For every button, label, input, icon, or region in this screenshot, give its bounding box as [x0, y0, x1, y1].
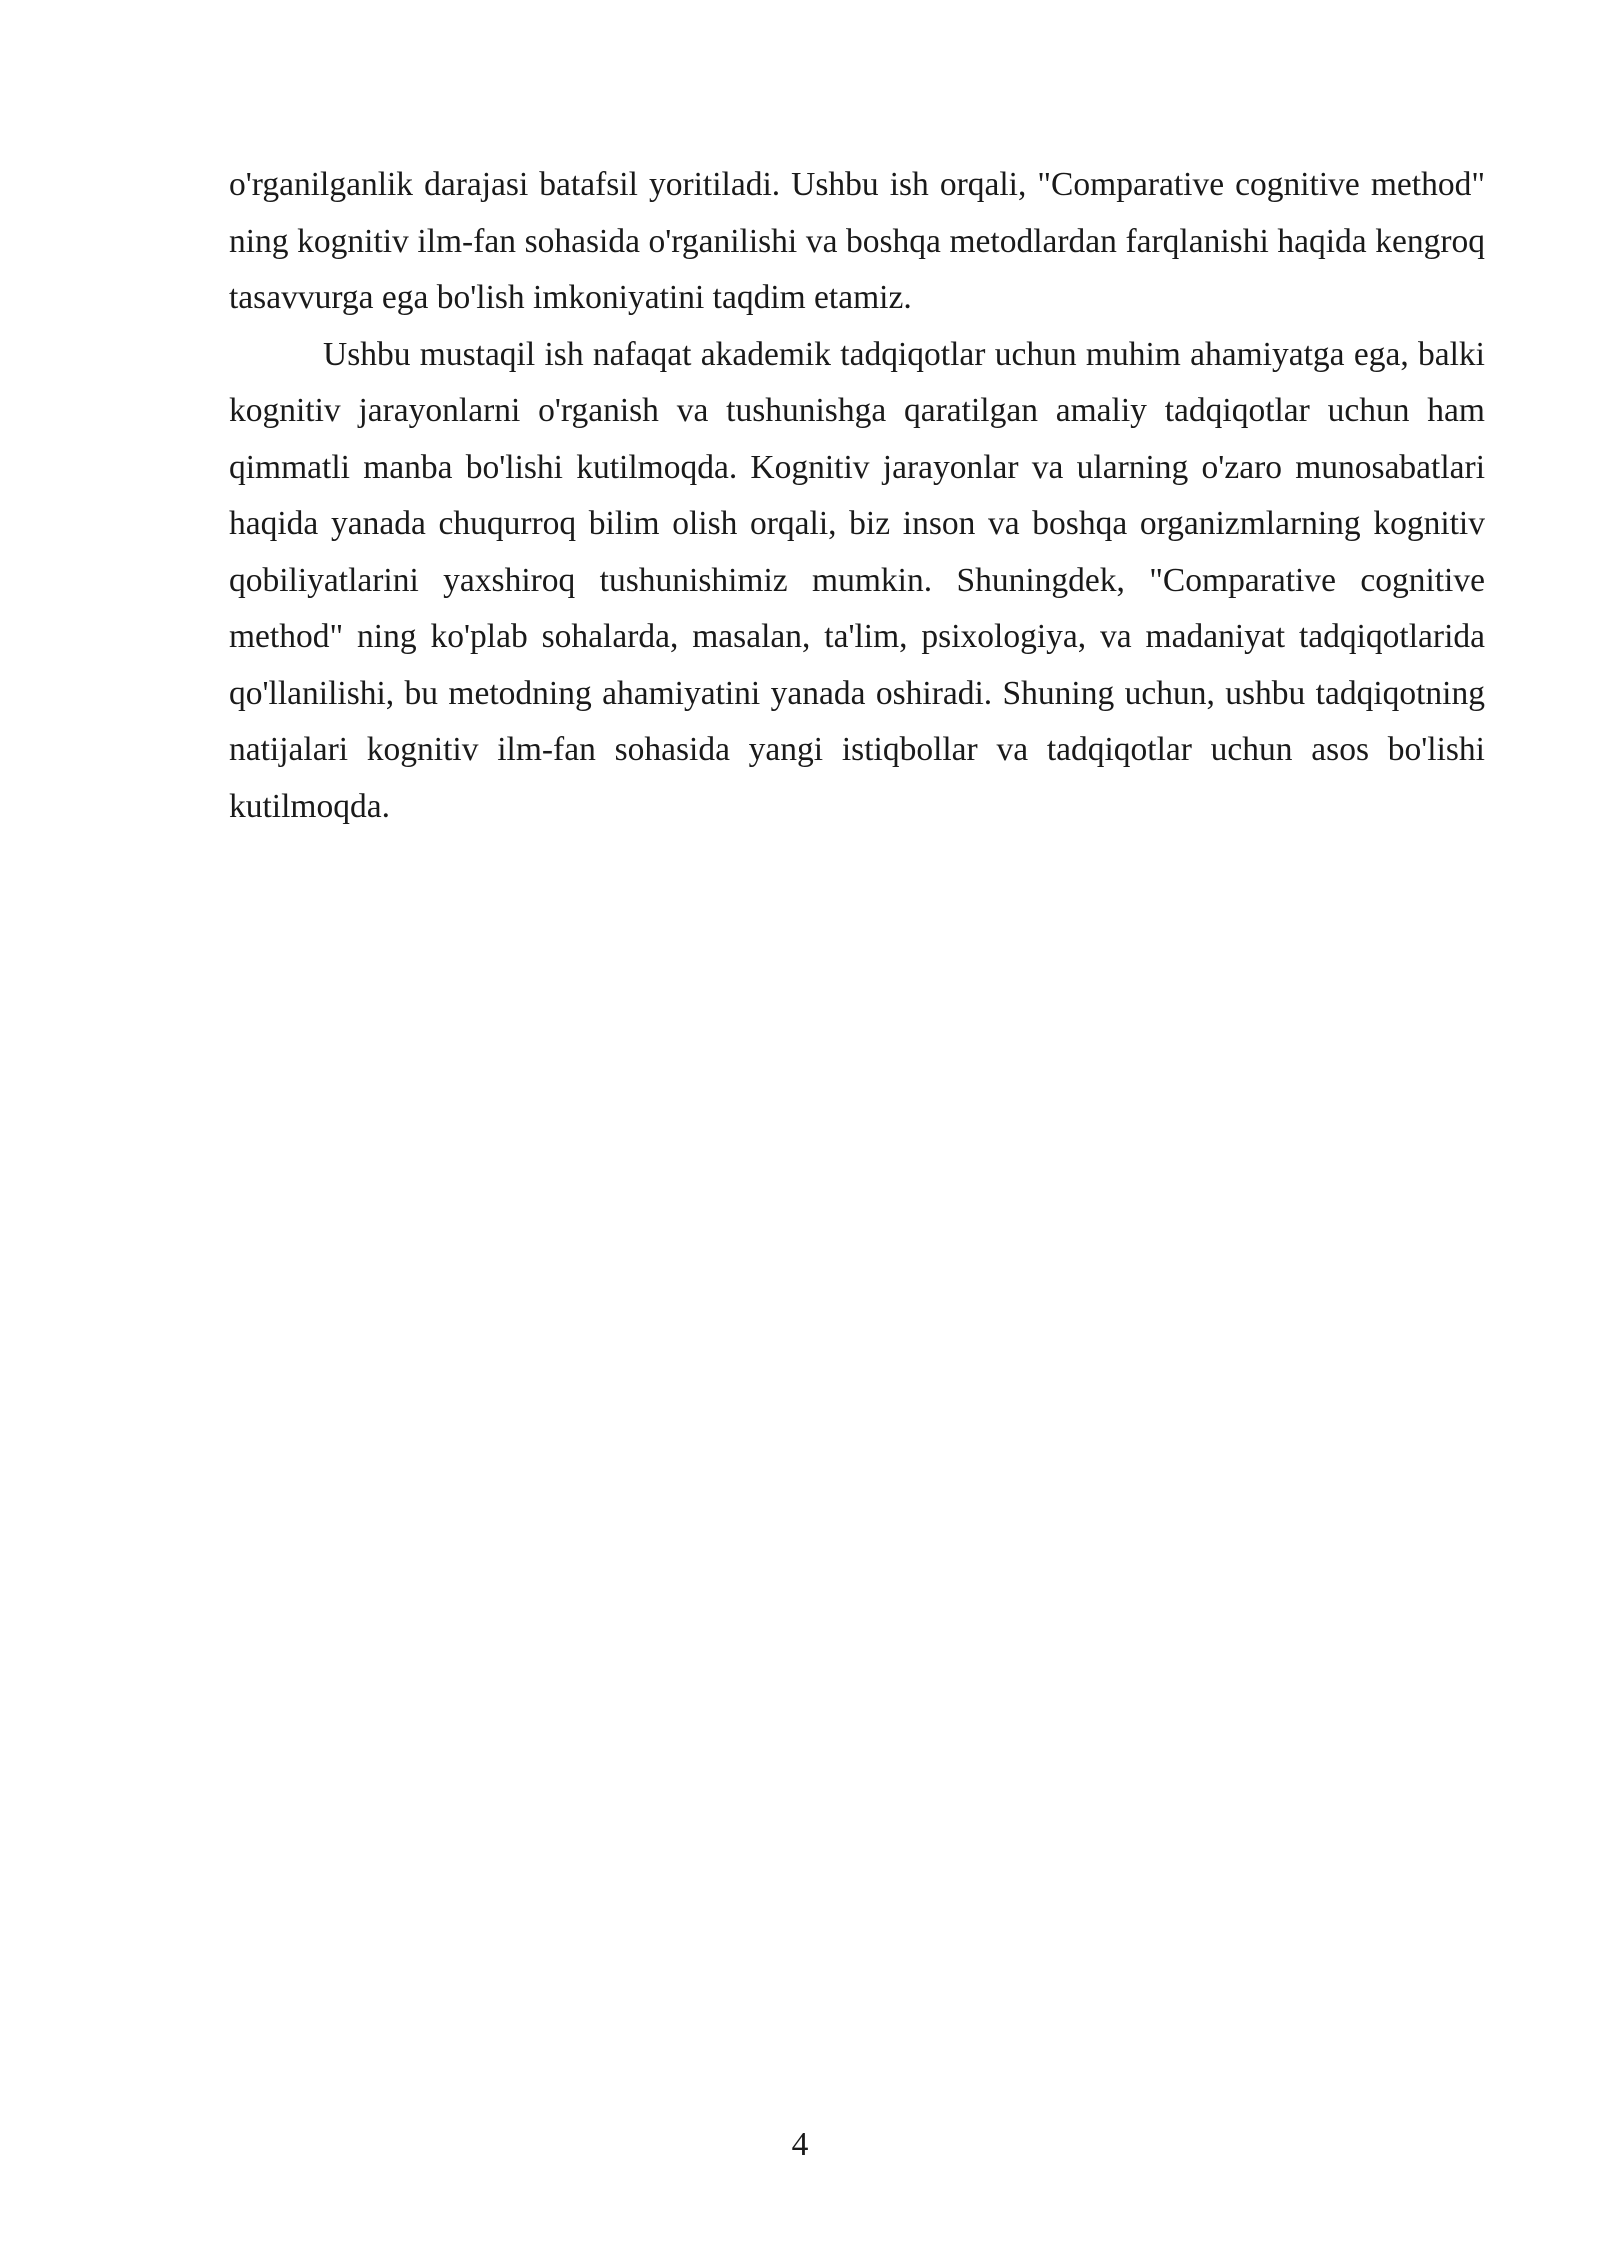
paragraph-continuation: o'rganilganlik darajasi batafsil yoritiladi. Ushbu ish orqali, "Comparative cognitive method" ning kognitiv ilm-fan sohasida o'rganilishi va boshqa metodlardan farqlanishi haqida kengroq tasavvurga ega bo'lish imkoniyatini taqdim etamiz.: [229, 166, 1485, 316]
page-body: [229, 157, 1485, 835]
paragraph-main: Ushbu mustaqil ish nafaqat akademik tadqiqotlar uchun muhim ahamiyatga ega, balki kognitiv jarayonlarni o'rganish va tushunishga qaratilgan amaliy tadqiqotlar uchun ham qimmatli manba bo'lishi kutilmoqda. Kognitiv jarayonlar va ularning o'zaro munosabatlari haqida yanada chuqurroq bilim olish orqali, biz inson va boshqa organizmlarning kognitiv qobiliyatlarini yaxshiroq tushunishimiz mumkin. Shuningdek, "Comparative cognitive method" ning ko'plab sohalarda, masalan, ta'lim, psixologiya, va madaniyat tadqiqotlarida qo'llanilishi, bu metodning ahamiyatini yanada oshiradi. Shuning uchun, ushbu tadqiqotning natijalari kognitiv ilm-fan sohasida yangi istiqbollar va tadqiqotlar uchun asos bo'lishi kutilmoqda.: [229, 335, 1485, 825]
page-number: 4: [791, 2126, 809, 2163]
